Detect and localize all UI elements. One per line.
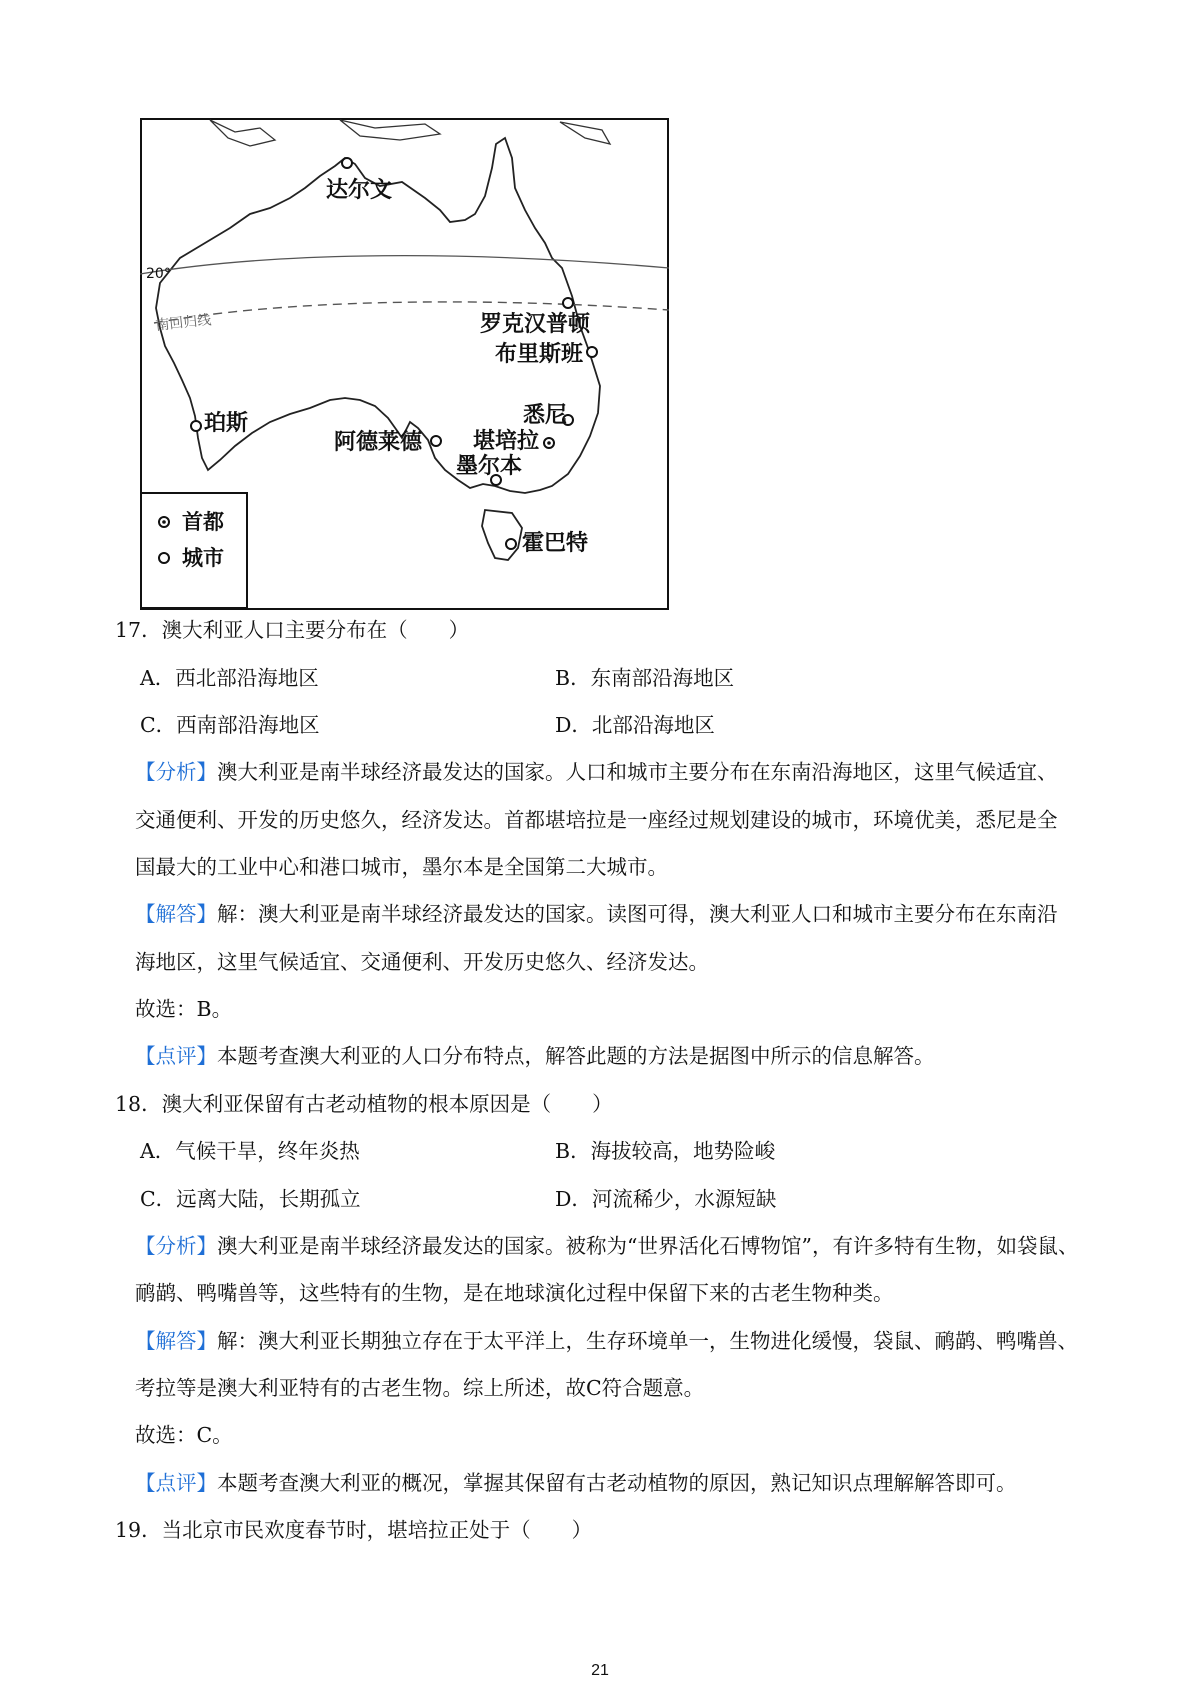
q17-option-b: B．东南部沿海地区 — [555, 666, 735, 690]
q17-answer-line-2: 海地区，这里气候适宜、交通便利、开发历史悠久、经济发达。 — [135, 950, 709, 974]
q18-option-d: D．河流稀少，水源短缺 — [555, 1187, 777, 1211]
q17-analysis-line-3: 国最大的工业中心和港口城市，墨尔本是全国第二大城市。 — [135, 855, 668, 879]
tropic-label: 南回归线 — [154, 312, 213, 334]
legend-city-icon — [159, 553, 169, 563]
city-marker — [563, 298, 573, 308]
city-brisbane — [495, 341, 597, 367]
city-sydney — [523, 402, 573, 428]
city-label-melbourne: 墨尔本 — [456, 454, 523, 479]
q17-analysis-line-1: 【分析】澳大利亚是南半球经济最发达的国家。人口和城市主要分布在东南沿海地区，这里气候适宜、 — [135, 760, 1058, 784]
city-marker — [191, 421, 201, 431]
q17-option-d: D．北部沿海地区 — [555, 713, 715, 737]
analysis-tag: 【分析】 — [135, 760, 217, 784]
city-marker — [342, 158, 352, 168]
q18-analysis-line-1: 【分析】澳大利亚是南半球经济最发达的国家。被称为“世界活化石博物馆”，有许多特有生物，如袋鼠、 — [135, 1234, 1079, 1258]
city-label-rockhampton: 罗克汉普顿 — [480, 312, 591, 337]
q17-choice: 故选：B。 — [135, 997, 233, 1021]
city-label-adelaide: 阿德莱德 — [334, 430, 423, 455]
q17-comment: 【点评】本题考查澳大利亚的人口分布特点，解答此题的方法是据图中所示的信息解答。 — [135, 1044, 935, 1068]
comment-tag: 【点评】 — [135, 1044, 217, 1068]
city-label-perth: 珀斯 — [204, 411, 249, 436]
capital-marker-dot — [547, 441, 551, 445]
q18-choice: 故选：C。 — [135, 1423, 233, 1447]
q18-option-a: A．气候干旱，终年炎热 — [140, 1139, 360, 1163]
city-marker — [506, 539, 516, 549]
q18-comment: 【点评】本题考查澳大利亚的概况，掌握其保留有古老动植物的原因，熟记知识点理解解答即可。 — [135, 1471, 1017, 1495]
q18-answer-line-1: 【解答】解：澳大利亚长期独立存在于太平洋上，生存环境单一，生物进化缓慢，袋鼠、鸸鹋、鸭嘴兽、 — [135, 1329, 1078, 1353]
latitude-label: 20° — [146, 266, 171, 282]
city-label-brisbane: 布里斯班 — [495, 342, 584, 367]
question-17-stem: 17．澳大利亚人口主要分布在（ ） — [115, 618, 470, 642]
q17-analysis-line-2: 交通便利、开发的历史悠久，经济发达。首都堪培拉是一座经过规划建设的城市，环境优美，悉尼是全 — [135, 808, 1058, 832]
map-legend — [141, 493, 247, 608]
q18-answer-line-2: 考拉等是澳大利亚特有的古老生物。综上所述，故C符合题意。 — [135, 1376, 705, 1400]
page-number: 21 — [591, 1662, 609, 1679]
city-label-canberra: 堪培拉 — [473, 429, 540, 454]
city-label-hobart: 霍巴特 — [522, 531, 589, 556]
answer-tag: 【解答】 — [135, 1329, 217, 1353]
legend-city-label: 城市 — [182, 546, 224, 570]
city-marker — [431, 436, 441, 446]
city-label-darwin: 达尔文 — [326, 178, 393, 203]
legend-capital-label: 首都 — [182, 510, 224, 534]
q17-option-a: A．西北部沿海地区 — [140, 666, 319, 690]
q18-analysis-line-2: 鸸鹋、鸭嘴兽等，这些特有的生物，是在地球演化过程中保留下来的古老生物种类。 — [135, 1281, 894, 1305]
question-19-stem: 19．当北京市民欢度春节时，堪培拉正处于（ ） — [115, 1518, 593, 1542]
q18-option-b: B．海拔较高，地势险峻 — [555, 1139, 776, 1163]
question-18-stem: 18．澳大利亚保留有古老动植物的根本原因是（ ） — [115, 1092, 613, 1116]
city-label-sydney: 悉尼 — [523, 403, 568, 428]
australia-map-figure — [140, 118, 669, 610]
answer-tag: 【解答】 — [135, 902, 217, 926]
analysis-tag: 【分析】 — [135, 1234, 217, 1258]
q18-option-c: C．远离大陆，长期孤立 — [140, 1187, 361, 1211]
q17-answer-line-1: 【解答】解：澳大利亚是南半球经济最发达的国家。读图可得，澳大利亚人口和城市主要分布在东南沿 — [135, 902, 1058, 926]
comment-tag: 【点评】 — [135, 1471, 217, 1495]
australia-map — [140, 118, 669, 610]
q17-option-c: C．西南部沿海地区 — [140, 713, 320, 737]
city-marker — [587, 347, 597, 357]
